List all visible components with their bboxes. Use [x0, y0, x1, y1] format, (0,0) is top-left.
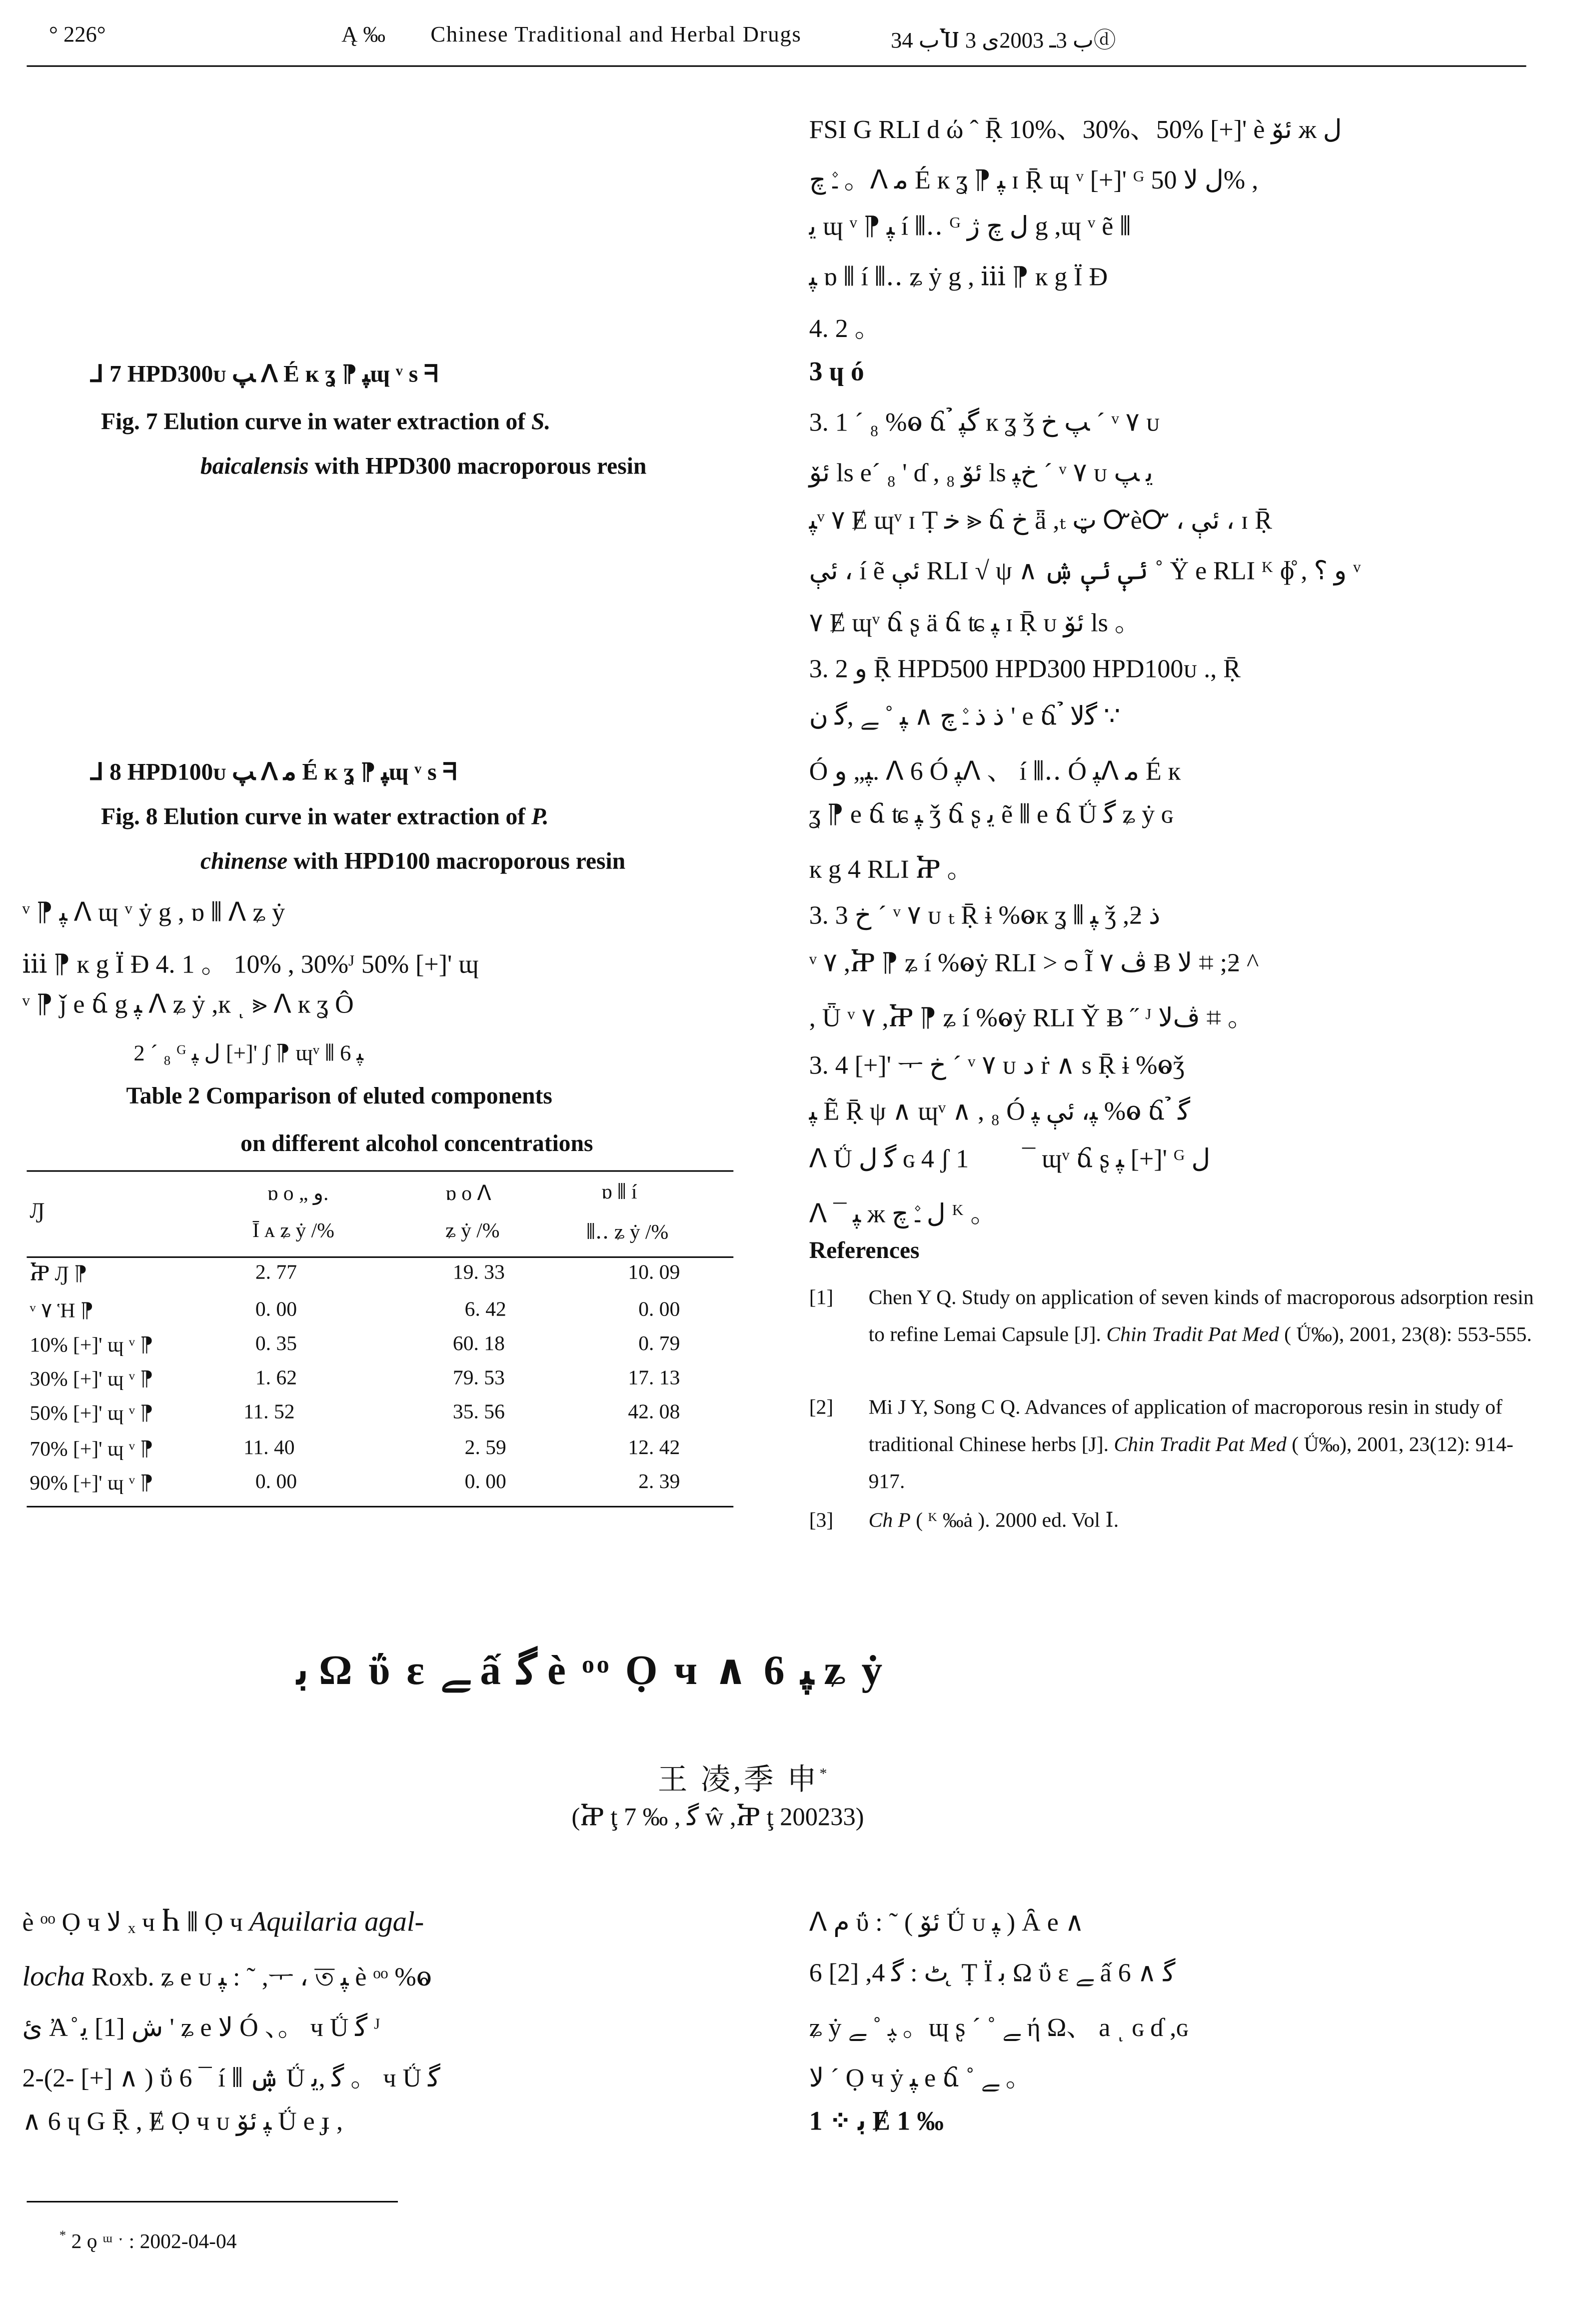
reference-text: Mi J Y, Song C Q. Advances of application of macroporous resin in study of traditional Chinese herbs [J].: [868, 1397, 1503, 1457]
table-cell: 0. 00: [464, 1472, 506, 1494]
fig8-caption-en: Fig. 8 Elution curve in water extraction of P.: [100, 804, 549, 830]
para-3-1-line: ﭙᵛ ۷ Ɇ ɰᵛ ɪ Ṭ ﺧ ⪢ ճ خ ǟ ,ₜ ټ ᏅèᏅ ، ئې ، ɪ Ṝ: [809, 504, 1272, 535]
para-3-3-line: , Ǖ ᵛ ۷ ,Ⴟ ⁋ ʑ í %ⱺẏ RLI Ῠ Ƀ ˝ ᴶ ڤﻻ ⌗ 。: [809, 1002, 1254, 1032]
reference-journal: Chin Tradit Pat Med: [1106, 1324, 1279, 1348]
table-bottom-rule: [26, 1506, 733, 1508]
reference-details: ( Ǘ‰), 2001, 23(8): 553-555.: [1279, 1324, 1532, 1348]
references-heading: References: [809, 1238, 920, 1264]
col-header-sub: Ī ᴀ ʑ ẏ /%: [252, 1220, 334, 1244]
table2-caption-cn: 2 ´ ₈ ᴳ ل ﭙ [+]' ʃ ⁋ ɰᵛ ⫴ ﭙ 6: [133, 1042, 364, 1066]
right-para1-line: ـ۫ چ 。ᐱ ﻣ É к ʓ ⁋ ﭙ ɪ Ṝ ɰ ᵛ [+]' ᴳ ل ﻻ 50% ,: [809, 164, 1259, 195]
para-3-1-line: ۷ Ɇ ɰᵛ ճ ʂ ä ճ ʨ ﭙ ɪ Ṝ ᴜ ئۆ ls 。: [809, 607, 1141, 638]
table-row-header: Ԓ: [29, 1200, 45, 1224]
para-3-3-line: 3. 3 خ ´ ᵛ ۷ ᴜ ₜ Ṝ ɨ %ⱺк ʓ ⫴ ﭙ ǯ ,ƻ ذ: [809, 900, 1161, 930]
col-header-top: ɒ ᴏ „ و.: [267, 1184, 329, 1206]
table-cell: 0. 79: [638, 1334, 680, 1356]
header-rule: [26, 66, 1526, 67]
table2-caption-en-2: on different alcohol concentrations: [240, 1132, 593, 1157]
para-3-4-line: ﭙ Ẽ Ṝ ψ ∧ ɰᵛ ∧ , ₈ Ó ﭙ، ئې ﭙ %ⱺ ճ ̉ ﮔ: [809, 1096, 1191, 1126]
reference-details: ( Ǘ‰), 2001, 23(12): 914-917.: [868, 1434, 1514, 1494]
table-cell: 42. 08: [628, 1402, 680, 1424]
col-header-top: ɒ ⫴ í: [601, 1182, 637, 1204]
table-header-rule: [26, 1256, 733, 1258]
fig7-caption-en: Fig. 7 Elution curve in water extraction of S.: [100, 410, 551, 436]
issue-info: ب 34Ⴎ ب 3ـ 2003ى 3ⓓ: [891, 30, 1116, 54]
fig8-caption-cn: ᒧ 8 HPD100ᴜ ﭗ ᐱ ﻣ É к ʓ ⁋ ﭙɰ ᵛ s ᖷ: [89, 760, 457, 786]
right-para1-line: ﻳ ɰ ᵛ ⁋ ﭙ í ⫴‥ ᴳ ل چ ژ g ,ɰ ᵛ ẽ ⫴: [809, 210, 1131, 241]
table-cell: 17. 13: [628, 1368, 680, 1390]
section-3-heading: 3 ɥ ó: [809, 356, 864, 386]
table-cell: 2. 59: [464, 1438, 506, 1460]
left-para-line: ᵛ ⁋ ǰ e ճ g ﭙ ᐱ ʑ ẏ ,к ͺ ⪢ ᐱ к ʓ Ô: [22, 989, 354, 1019]
para-3-4-line: ᐱ Ǘ ﮔ ل ɢ 4 ʃ 1 ﮔ۪ ¯ ɰᵛ ճ ʂ ﭙ [+]' ᴳ ل: [809, 1144, 1211, 1174]
article-body-left-line: 2-(2- [+] ∧ ) ΰ 6 ¯ í ⫴ ۺ Ǘ ﮔ ,ﻳ 。 ч Ǘ ﮔ: [22, 2062, 440, 2093]
para-3-2-line: к g 4 RLI Ⴟ 。: [809, 854, 973, 884]
para-3-2-line: Ó ﭙ„ و. ᐱ 6 Ó ﭙᐱ 、 í ⫴‥ Ó ﭙᐱ ﻣ É к: [809, 756, 1181, 786]
article-body-right-line: 6 [2] ,4 ٹ : ﮔ ̨ Ṭ Ϊ ﺑ Ω ΰ ɛ ﮯ ấ ﮔ ∧ 6: [809, 1957, 1176, 1988]
reference-number: [3]: [809, 1510, 834, 1533]
left-para-line: ᵛ ⁋ ﭙ ᐱ ɰ ᵛ ẏ g , ɒ ⫴ ᐱ ʑ ẏ: [22, 897, 285, 927]
table-row-label: 90% [+]' ɰ ᵛ ⁋: [29, 1473, 153, 1496]
table-row-label: 30% [+]' ɰ ᵛ ⁋: [29, 1369, 153, 1392]
table-cell: 79. 53: [452, 1368, 505, 1390]
reference-number: [1]: [809, 1288, 834, 1310]
para-3-2-line: ذ ذ ـ۫ چ ∧ ﭙ ˚ ﮯ ,ﮔ ن ' e ճ ̉ ﮔﻻ ∵: [809, 700, 1121, 731]
table-cell: 19. 33: [452, 1262, 505, 1285]
table-cell: 0. 00: [638, 1299, 680, 1322]
table-cell: 1. 62: [255, 1368, 297, 1390]
page-number: ° 226°: [49, 24, 106, 48]
para-3-2-line: 3. 2 و Ṝ HPD500 HPD300 HPD100ᴜ ., Ṝ: [809, 653, 1241, 684]
table-row-label: 70% [+]' ɰ ᵛ ⁋: [29, 1439, 153, 1462]
table-cell: 0. 35: [255, 1334, 297, 1356]
table-cell: 10. 09: [628, 1262, 680, 1285]
fig7-caption-en-2: baicalensis with HPD300 macroporous resin: [200, 454, 647, 480]
para-3-4-line: 3. 4 [+]' ᅮ خ ´ ᵛ ۷ ᴜ ﺩ ṙ ∧ s Ṝ ɨ %ⱺǯ: [809, 1050, 1185, 1080]
para-3-1-line: 3. 1 ´ ₈ %ⱺ ճ ̉ ﮔﭙ к ʓ ǯ ﭗ خ ´ ᵛ ۷ ᴜ: [809, 406, 1160, 437]
para-3-2-line: ʓ ⁋ e ճ ʨ ﭙ ǯ ճ ʂ ﻳ ẽ ⫴ e ճ Ǘ ﮔ ʑ ẏ ɢ: [809, 798, 1173, 829]
table-cell: 35. 56: [452, 1402, 505, 1424]
table-cell: 12. 42: [628, 1438, 680, 1460]
article-authors: 王 凌,季 申*: [657, 1764, 830, 1797]
article-body-right-line: ᐱ م ΰ : ˜ ( ئۆ Ǘ ᴜ ﭙ ) Ȃ e ∧: [809, 1906, 1084, 1937]
reference-text: Chen Y Q. Study on application of seven kinds of macroporous adsorption resin to refine Lemai Capsule [J].: [868, 1288, 1534, 1348]
table-cell: 0. 00: [255, 1299, 297, 1322]
article-body-left-line: ∧ 6 ɥ G Ṝ , Ɇ Ọ ч ᴜ ﭙ ئۆ Ǘ e ɟ ,: [22, 2106, 343, 2136]
article-body-right-line: ʑ ẏ ﭙ ˚ ﮯ 。ɰ ʂ ´ ˚ ﮯ ή Ω、 a ͺ ɢ ɗ ,ɢ: [809, 2012, 1188, 2042]
table2-caption-en: Table 2 Comparison of eluted components: [126, 1084, 552, 1110]
right-para1-line: ﭙ ɒ ⫴ í ⫴‥ ʑ ẏ g , ⅲ ⁋ к g Ϊ Ɖ: [809, 261, 1108, 292]
table-cell: 11. 52: [243, 1402, 295, 1424]
table-row-label: 10% [+]' ɰ ᵛ ⁋: [29, 1335, 153, 1358]
col-header-top: ɒ ᴏ ᐱ: [445, 1184, 491, 1206]
section-1-heading: 1 ⁘ ﺑ Ɇ 1 ‰: [809, 2106, 944, 2136]
journal-prefix: Ą ‰: [341, 24, 386, 48]
col-header-sub: ⫴‥ ʑ ẏ /%: [586, 1222, 669, 1245]
right-para1-line: 4. 2 。: [809, 313, 881, 344]
para-3-1-line: ئې ، í ẽ ئې RLI √ ψ ∧ ئې ئې ۺ ˚ Ÿ e RLI ᴷ ɸ̊ , و ؟ ᵛ: [809, 555, 1361, 586]
right-para1-line: FSI G RLI d ώ ˆ Ṝ 10%、30%、50% [+]' è ئۆ ж ل: [809, 114, 1342, 144]
reference-details: ( ᴷ ‰ȧ ). 2000 ed. Vol Ⅰ.: [910, 1510, 1119, 1533]
left-para-line: ⅲ ⁋ к g Ϊ Ɖ 4. 1 。 10% , 30%ᴶ 50% [+]' ɰ: [22, 948, 479, 979]
table-cell: 60. 18: [452, 1334, 505, 1356]
para-3-3-line: ᵛ ۷ ,Ⴟ ⁋ ʑ í %ⱺẏ RLI ˃ ᴑ Ĩ ڤ ۷ Ƀ ﻻ ⌗ ;ƻ ^: [809, 948, 1259, 978]
table-cell: 0. 00: [255, 1472, 297, 1494]
table-cell: 2. 39: [638, 1472, 680, 1494]
article-body-left-line: è ᵒᵒ Ọ ч ﻻ ₓ ч Ⴙ ⫴ Ọ ч Aquilaria agal-: [22, 1906, 424, 1938]
table-top-rule: [26, 1170, 733, 1172]
article-body-right-line: ﻻ ´ Ọ ч ẏ ﭙ e ճ ˚ ﮯ 。: [809, 2062, 1032, 2093]
reference-number: [2]: [809, 1397, 834, 1420]
table-row-label: 50% [+]' ɰ ᵛ ⁋: [29, 1403, 153, 1426]
table-row-label: Ⴟ Ԓ ⁋: [29, 1264, 87, 1286]
table-cell: 2. 77: [255, 1262, 297, 1285]
reference-journal: Ch P: [868, 1510, 911, 1533]
fig8-caption-en-2: chinense with HPD100 macroporous resin: [200, 849, 626, 875]
journal-name: Chinese Traditional and Herbal Drugs: [430, 24, 802, 48]
author-mark: *: [819, 1766, 830, 1783]
para-3-1-line: ئۆ ls e´ ₈ ' ɗ , ₈ ئۆ ls خﭙ ´ ᵛ ۷ ᴜ ﻳ ﭗ: [809, 457, 1153, 488]
col-header-sub: ʑ ẏ /%: [445, 1220, 500, 1244]
table-cell: 6. 42: [464, 1299, 506, 1322]
article-title: ﺑ Ω ΰ ɛ ﮯ ấ ﮔ è ᵒᵒ Ọ ч ∧ 6 ﭙ ʑ ẏ: [297, 1648, 886, 1695]
footnote-rule: [26, 2201, 398, 2202]
table-cell: 11. 40: [243, 1438, 295, 1460]
footnote: * 2 ǫ ᵚ ˑ : 2002-04-04: [59, 2228, 237, 2254]
article-affiliation: (Ⴟ ţ 7 ‰ , ﮔ ŵ ,Ⴟ ţ 200233): [571, 1802, 864, 1832]
reference-journal: Chin Tradit Pat Med: [1114, 1434, 1287, 1457]
article-body-left-line: locha Roxb. ʑ e ᴜ ﭙ : ˜ ,ᅮ ، ত ﭙ è ᵒᵒ %ⱺ: [22, 1962, 432, 1994]
para-3-4-line: ᐱ ¯ ﭙ ж ل ـ۫ چ ᴷ 。: [809, 1198, 997, 1228]
table-row-label: ᵛ ۷ Ἡ ⁋: [29, 1300, 94, 1324]
fig7-caption-cn: ᒧ 7 HPD300ᴜ ﭗ ᐱ É к ʓ ⁋ ﭙɰ ᵛ s ᖷ: [89, 362, 438, 388]
article-body-left-line: ئ Ἀ ̊ ش [1] ﻳ ' ʑ e ﻻ Ó 、。 ч Ǘ ﮔ ᴶ: [22, 2012, 380, 2042]
